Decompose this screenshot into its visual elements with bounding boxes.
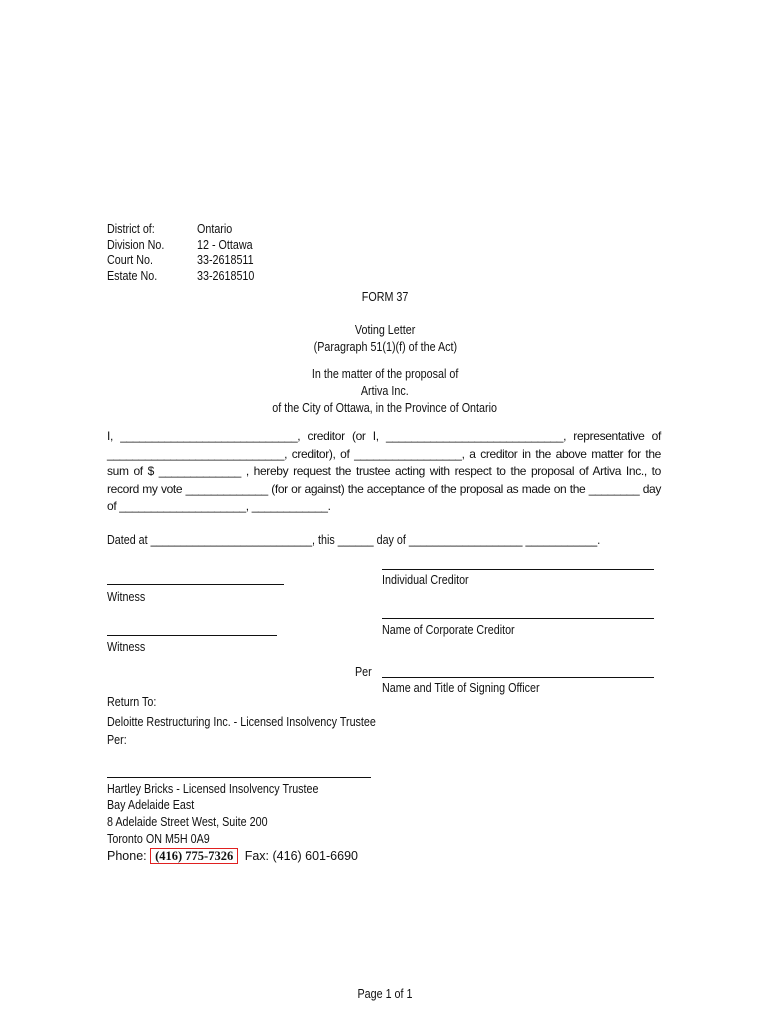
phone-number[interactable]: (416) 775-7326 bbox=[150, 848, 238, 864]
signing-officer-line bbox=[382, 677, 654, 678]
corporate-creditor-line bbox=[382, 618, 654, 619]
individual-creditor-label: Individual Creditor bbox=[382, 573, 469, 587]
estate-label: Estate No. bbox=[107, 269, 158, 283]
voting-paragraph: I, ____________________________, creditor (or I, ____________________________, representative of ____________________________, creditor), of _________________, a creditor in the above matter for the sum of $ _____________ , hereby request the trustee acting with respect to the proposal of Artiva Inc., to record my vote _____________ (for or against) the acceptance of the proposal as made on the ________ day of ____________________, ____________. bbox=[107, 429, 661, 513]
estate-value: 33-2618510 bbox=[197, 269, 255, 283]
fax-number: Fax: (416) 601-6690 bbox=[244, 849, 358, 863]
division-label: Division No. bbox=[107, 238, 165, 252]
matter-line-1: In the matter of the proposal of bbox=[311, 367, 459, 381]
court-label: Court No. bbox=[107, 253, 154, 267]
phone-label: Phone: bbox=[107, 849, 147, 863]
address-line-3: Toronto ON M5H 0A9 bbox=[107, 832, 210, 846]
page-number: Page 1 of 1 bbox=[357, 987, 413, 1001]
witness-1-line bbox=[107, 584, 284, 585]
trustee-signature-line bbox=[107, 777, 371, 778]
corporate-creditor-label: Name of Corporate Creditor bbox=[382, 623, 515, 637]
address-line-2: 8 Adelaide Street West, Suite 200 bbox=[107, 815, 268, 829]
return-to-label: Return To: bbox=[107, 695, 157, 709]
witness-2-line bbox=[107, 635, 277, 636]
per-label: Per bbox=[355, 665, 372, 679]
court-value: 33-2618511 bbox=[197, 253, 254, 267]
phone-fax-line bbox=[107, 848, 358, 864]
individual-creditor-line bbox=[382, 569, 654, 570]
matter-line-3: of the City of Ottawa, in the Province of Ontario bbox=[272, 401, 498, 415]
trustee-name: Hartley Bricks - Licensed Insolvency Trustee bbox=[107, 782, 319, 796]
per-line: Per: bbox=[107, 733, 127, 747]
dated-line: Dated at ___________________________, this ______ day of ___________________ ____________. bbox=[107, 533, 601, 547]
district-value: Ontario bbox=[197, 222, 233, 236]
signing-officer-label: Name and Title of Signing Officer bbox=[382, 681, 540, 695]
division-value: 12 - Ottawa bbox=[197, 238, 253, 252]
district-label: District of: bbox=[107, 222, 155, 236]
form-subtitle: (Paragraph 51(1)(f) of the Act) bbox=[313, 340, 457, 354]
matter-line-2: Artiva Inc. bbox=[361, 384, 409, 398]
trustee-firm: Deloitte Restructuring Inc. - Licensed Insolvency Trustee bbox=[107, 715, 376, 729]
form-title: Voting Letter bbox=[354, 323, 416, 337]
form-number: FORM 37 bbox=[361, 290, 409, 304]
address-line-1: Bay Adelaide East bbox=[107, 798, 195, 812]
witness-1-label: Witness bbox=[107, 590, 146, 604]
witness-2-label: Witness bbox=[107, 640, 146, 654]
